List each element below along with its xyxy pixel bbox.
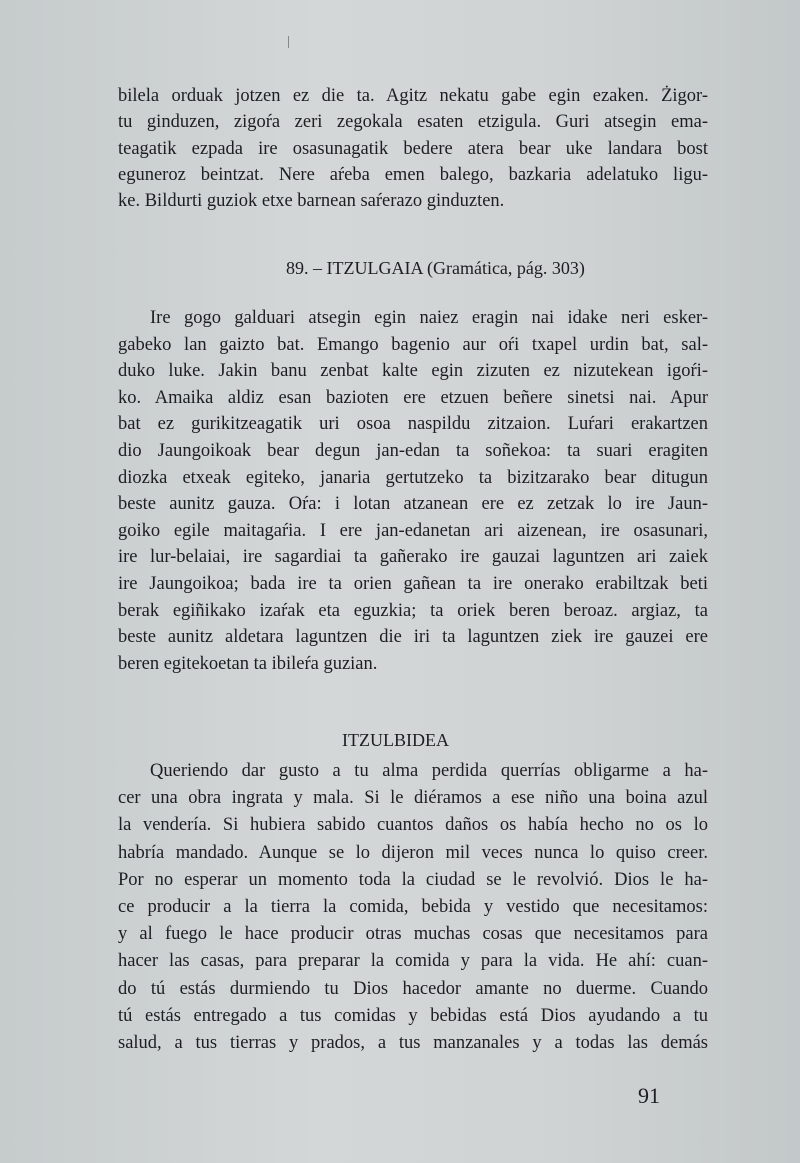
text-line: la vendería. Si hubiera sabido cuantos daños os había hecho no os lo xyxy=(118,815,708,836)
text-line: Ire gogo galduari atsegin egin naiez eragin nai idake neri esker- xyxy=(150,308,708,328)
text-line: tu ginduzen, zigoŕa zeri zegokala esaten etzigula. Guri atsegin ema- xyxy=(118,112,708,133)
text-line: dio Jaungoikoak bear degun jan-edan ta soñekoa: ta suari eragiten xyxy=(118,441,708,461)
text-line: duko luke. Jakin banu zenbat kalte egin zizuten ez nizutekean igoŕi- xyxy=(118,361,708,382)
text-line: teagatik ezpada ire osasunagatik bedere atera bear uke landara bost xyxy=(118,138,708,159)
exercise-heading: 89. – ITZULGAIA (Gramática, pág. 303) xyxy=(286,258,585,278)
scan-mark xyxy=(288,36,289,48)
text-line: beste aunitz aldetara laguntzen die iri ta laguntzen ziek ire gauzei ere xyxy=(118,627,708,648)
text-line: beren egitekoetan ta ibileŕa guzian. xyxy=(118,653,378,674)
text-line: ke. Bildurti guziok etxe barnean saŕerazo ginduzten. xyxy=(118,191,505,212)
translation-heading: ITZULBIDEA xyxy=(342,730,449,750)
text-line: eguneroz beintzat. Nere aŕeba emen balego, bazkaria adelatuko ligu- xyxy=(118,164,708,185)
text-line: habría mandado. Aunque se lo dijeron mil veces nunca lo quiso creer. xyxy=(118,842,708,863)
text-line: Por no esperar un momento toda la ciudad se le revolvió. Dios le ha- xyxy=(118,869,708,890)
text-line: berak egiñikako izaŕak eta eguzkia; ta oriek beren beroaz. argiaz, ta xyxy=(118,600,708,621)
text-line: tú estás entregado a tus comidas y bebidas está Dios ayudando a tu xyxy=(118,1005,708,1026)
text-line: gabeko lan gaizto bat. Emango bagenio aur oŕi txapel urdin bat, sal- xyxy=(118,334,708,355)
text-line: goiko egile maitagaŕia. I ere jan-edanetan ari aizenean, ire osasunari, xyxy=(118,520,708,541)
text-line: salud, a tus tierras y prados, a tus manzanales y a todas las demás xyxy=(118,1033,708,1053)
text-line: beste aunitz gauza. Oŕa: i lotan atzanean ere ez zetzak lo ire Jaun- xyxy=(118,494,708,515)
text-line: Queriendo dar gusto a tu alma perdida querrías obligarme a ha- xyxy=(150,761,708,781)
text-line: ire Jaungoikoa; bada ire ta orien gañean ta ire onerako erabiltzak beti xyxy=(118,574,708,594)
text-line: ire lur-belaiai, ire sagardiai ta gañerako ire gauzai laguntzen ari zaiek xyxy=(118,547,708,568)
text-line: diozka etxeak egiteko, janaria gertutzeko ta bizitzarako bear ditugun xyxy=(118,467,708,488)
text-line: do tú estás durmiendo tu Dios hacedor amante no duerme. Cuando xyxy=(118,978,708,999)
page-number: 91 xyxy=(638,1083,660,1108)
text-line: y al fuego le hace producir otras muchas cosas que necesitamos para xyxy=(118,924,708,945)
text-line: bilela orduak jotzen ez die ta. Agitz nekatu gabe egin ezaken. Żigor- xyxy=(118,86,708,106)
text-line: ce producir a la tierra la comida, bebida y vestido que necesitamos: xyxy=(118,897,708,917)
text-line: cer una obra ingrata y mala. Si le diéramos a ese niño una boina azul xyxy=(118,788,708,809)
text-line: ko. Amaika aldiz esan bazioten ere etzuen beñere sinetsi nai. Apur xyxy=(118,387,708,408)
text-line: hacer las casas, para preparar la comida y para la vida. He ahí: cuan- xyxy=(118,951,708,972)
text-line: bat ez gurikitzeagatik uri osoa naspildu zitzaion. Luŕari erakartzen xyxy=(118,414,708,435)
